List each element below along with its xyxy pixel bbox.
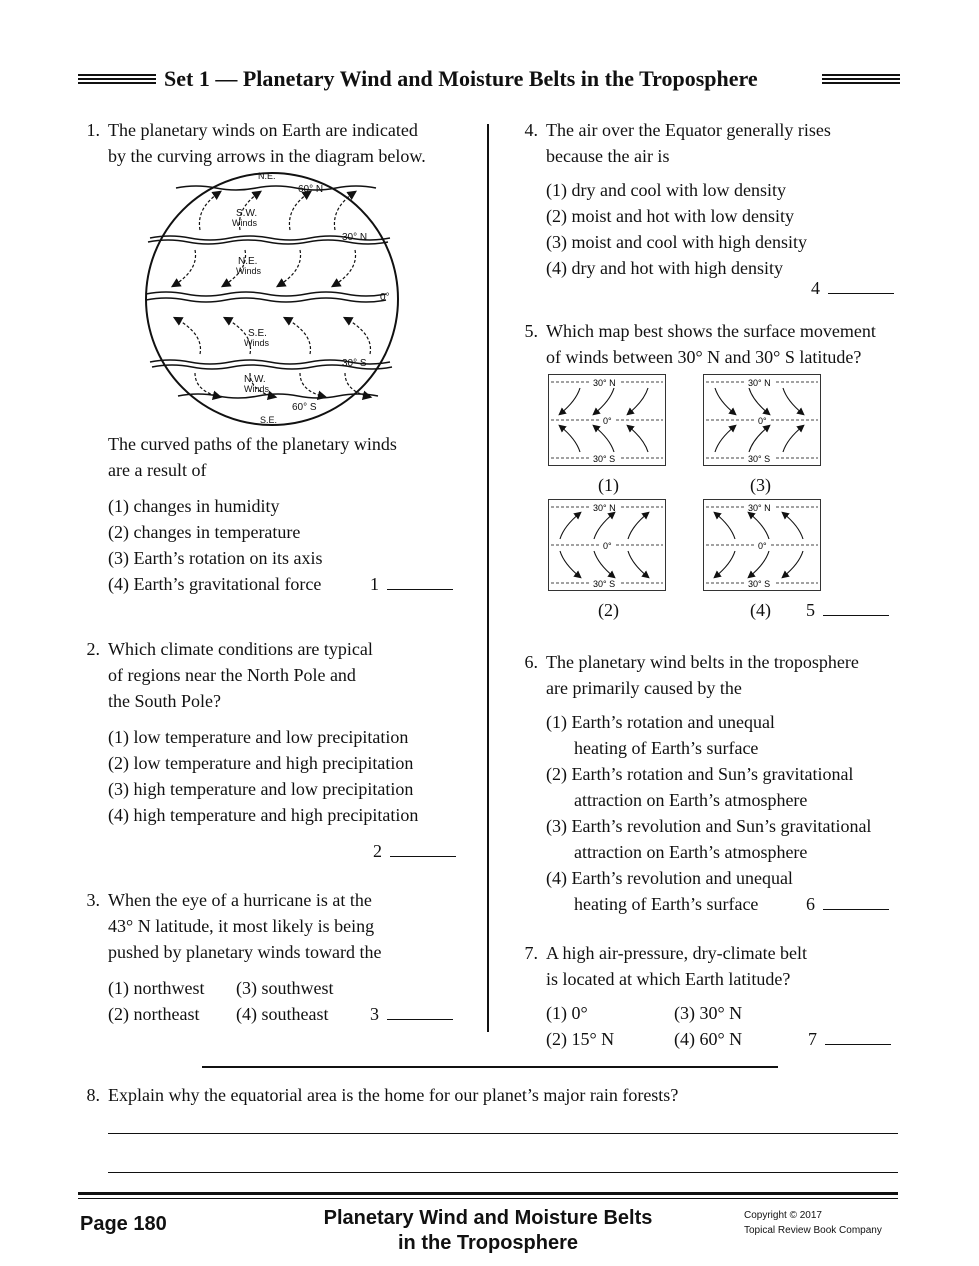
latitude-line-eq-b xyxy=(146,298,386,302)
question-text: The planetary wind belts in the troposphere xyxy=(546,652,859,672)
map-lat-label: 30° S xyxy=(593,579,616,589)
answer-choice: attraction on Earth’s atmosphere xyxy=(574,842,808,862)
question-number: 3. xyxy=(86,890,100,910)
wind-arrow xyxy=(199,192,220,230)
map-option-2 xyxy=(548,499,666,591)
answer-number: 4 xyxy=(811,278,820,298)
answer-writing-line-1[interactable] xyxy=(108,1133,898,1134)
answer-choice: (2) 15° N xyxy=(546,1029,615,1049)
answer-slot xyxy=(108,838,478,864)
header-rule-left xyxy=(78,74,156,86)
footer-title xyxy=(288,1206,688,1256)
wind-arrow xyxy=(289,192,310,230)
answer-writing-line-2[interactable] xyxy=(108,1172,898,1173)
answer-number: 3 xyxy=(370,1004,379,1024)
map-lat-label: 30° S xyxy=(748,579,771,589)
answer-blank[interactable] xyxy=(828,275,894,294)
answer-slot xyxy=(806,891,889,917)
question-text: A high air-pressure, dry-climate belt xyxy=(546,943,808,963)
latitude-line-60n xyxy=(176,186,376,190)
question-text: Explain why the equatorial area is the home for our planet’s major rain forests? xyxy=(108,1085,679,1105)
answer-slot xyxy=(370,1001,453,1027)
answer-number: 5 xyxy=(806,600,815,620)
answer-choice: (1) northwest xyxy=(108,978,205,998)
question-text: are primarily caused by the xyxy=(546,678,742,698)
wind-arrow xyxy=(173,250,196,286)
answer-number: 7 xyxy=(808,1029,817,1049)
map-lat-label: 30° N xyxy=(593,503,616,513)
question-text: is located at which Earth latitude? xyxy=(546,969,791,989)
map-option-1 xyxy=(548,374,666,466)
answer-blank[interactable] xyxy=(387,1001,453,1020)
answer-number: 6 xyxy=(806,894,815,914)
question-1-followup xyxy=(108,431,478,597)
wind-arrow xyxy=(345,318,370,354)
answer-blank[interactable] xyxy=(825,1026,891,1045)
question-number: 7. xyxy=(524,943,538,963)
map-lat-label: 30° N xyxy=(593,378,616,388)
answer-choice: (1) low temperature and low precipitation xyxy=(108,727,409,747)
page-number: Page 180 xyxy=(80,1213,167,1235)
map-option-4 xyxy=(703,499,821,591)
latitude-line-eq xyxy=(146,292,386,296)
map-lat-label: 30° S xyxy=(748,454,771,464)
question-number: 8. xyxy=(86,1085,100,1105)
wind-arrow xyxy=(285,318,310,354)
label-sw: S.W. xyxy=(236,208,258,219)
label-ne-top: N.E. xyxy=(258,171,276,181)
section-header xyxy=(78,66,898,98)
wind-arrow xyxy=(175,318,200,354)
map-lat-label: 0° xyxy=(758,416,767,426)
question-text: because the air is xyxy=(546,146,670,166)
map-option-3 xyxy=(703,374,821,466)
planetary-winds-globe-diagram xyxy=(140,168,405,430)
answer-number: 2 xyxy=(373,841,382,861)
wind-arrow xyxy=(278,250,301,286)
answer-choice: (2) changes in temperature xyxy=(108,522,301,542)
header-rule-right xyxy=(822,74,900,86)
answer-choice: (4) Earth’s gravitational force xyxy=(108,574,322,594)
wind-arrow xyxy=(333,250,356,286)
answer-choice: (3) moist and cool with high density xyxy=(546,232,807,252)
answer-choice: (3) Earth’s rotation on its axis xyxy=(108,548,323,568)
label-nw: N.W. xyxy=(244,374,266,385)
column-divider xyxy=(487,124,489,1032)
answer-choice: (1) 0° xyxy=(546,1003,588,1023)
map-lat-label: 0° xyxy=(603,541,612,551)
copyright-block xyxy=(744,1208,882,1238)
question-text: of winds between 30° N and 30° S latitude? xyxy=(546,347,862,367)
answer-choice: (4) southeast xyxy=(236,1004,329,1024)
label-ne-winds: Winds xyxy=(236,266,262,276)
answer-choice: (4) high temperature and high precipitation xyxy=(108,805,419,825)
label-se-winds: Winds xyxy=(244,338,270,348)
label-se: S.E. xyxy=(248,328,267,339)
question-text: the South Pole? xyxy=(108,691,221,711)
footer-title-line: Planetary Wind and Moisture Belts xyxy=(323,1207,653,1229)
company-name: Topical Review Book Company xyxy=(744,1225,882,1236)
label-se-bottom: S.E. xyxy=(260,415,278,425)
answer-blank[interactable] xyxy=(823,891,889,910)
answer-choice: (2) moist and hot with low density xyxy=(546,206,794,226)
answer-blank[interactable] xyxy=(823,597,889,616)
label-eq: 0° xyxy=(380,292,390,303)
question-text: by the curving arrows in the diagram below. xyxy=(108,146,426,166)
question-text: pushed by planetary winds toward the xyxy=(108,942,382,962)
answer-choice: attraction on Earth’s atmosphere xyxy=(574,790,808,810)
map-lat-label: 30° S xyxy=(593,454,616,464)
answer-number: 1 xyxy=(370,574,379,594)
wind-arrow xyxy=(225,318,250,354)
question-text: Which climate conditions are typical xyxy=(108,639,373,659)
answer-slot xyxy=(370,571,453,597)
question-text: The air over the Equator generally rises xyxy=(546,120,831,140)
label-60s: 60° S xyxy=(292,402,317,413)
footer-rule-thick xyxy=(78,1192,898,1195)
answer-choice: (1) Earth’s rotation and unequal xyxy=(546,712,775,732)
copyright-text: Copyright © 2017 xyxy=(744,1210,822,1221)
footer-title-line: in the Troposphere xyxy=(397,1232,579,1254)
footer-rule-thin xyxy=(78,1198,898,1199)
question-text: 43° N latitude, it most likely is being xyxy=(108,916,375,936)
answer-slot xyxy=(806,597,889,623)
answer-blank[interactable] xyxy=(387,571,453,590)
wind-arrow xyxy=(334,192,355,230)
answer-choice: (2) northeast xyxy=(108,1004,200,1024)
answer-choice: (3) 30° N xyxy=(674,1003,743,1023)
label-30s: 30° S xyxy=(342,358,367,369)
answer-choice: (4) Earth’s revolution and unequal xyxy=(546,868,793,888)
question-text: When the eye of a hurricane is at the xyxy=(108,890,372,910)
answer-slot xyxy=(808,1026,891,1052)
answer-choice: heating of Earth’s surface xyxy=(574,738,759,758)
answer-choice: (1) changes in humidity xyxy=(108,496,280,516)
map-caption: (4) xyxy=(750,600,771,620)
question-number: 5. xyxy=(524,321,538,341)
label-ne: N.E. xyxy=(238,256,258,267)
answer-choice: (4) 60° N xyxy=(674,1029,743,1049)
answer-choice: (2) Earth’s rotation and Sun’s gravitational xyxy=(546,764,854,784)
answer-choice: (3) high temperature and low precipitation xyxy=(108,779,414,799)
separator-line xyxy=(202,1066,778,1068)
label-30n: 30° N xyxy=(342,232,368,243)
latitude-line-60s xyxy=(178,394,378,398)
section-title: Set 1 — Planetary Wind and Moisture Belts in the Troposphere xyxy=(164,66,758,91)
question-text: of regions near the North Pole and xyxy=(108,665,356,685)
answer-choice: heating of Earth’s surface xyxy=(574,894,759,914)
label-sw-winds: Winds xyxy=(232,218,258,228)
answer-choice: (1) dry and cool with low density xyxy=(546,180,786,200)
answer-choice: (4) dry and hot with high density xyxy=(546,258,783,278)
question-number: 4. xyxy=(524,120,538,140)
label-nw-winds: Winds xyxy=(244,384,270,394)
label-60n: 60° N xyxy=(298,184,324,195)
answer-choice: (2) low temperature and high precipitation xyxy=(108,753,414,773)
map-caption: (2) xyxy=(598,600,619,620)
question-text: Which map best shows the surface movement xyxy=(546,321,876,341)
map-lat-label: 0° xyxy=(603,416,612,426)
question-number: 1. xyxy=(86,120,100,140)
question-number: 2. xyxy=(86,639,100,659)
map-caption: (3) xyxy=(750,475,771,495)
question-text: The planetary winds on Earth are indicated xyxy=(108,120,418,140)
map-lat-label: 30° N xyxy=(748,378,771,388)
question-number: 6. xyxy=(524,652,538,672)
map-lat-label: 0° xyxy=(758,541,767,551)
answer-blank[interactable] xyxy=(390,838,456,857)
question-text: The curved paths of the planetary winds xyxy=(108,434,397,454)
wind-arrow xyxy=(300,373,325,397)
map-lat-label: 30° N xyxy=(748,503,771,513)
answer-choice: (3) southwest xyxy=(236,978,334,998)
question-text: are a result of xyxy=(108,460,207,480)
answer-choice: (3) Earth’s revolution and Sun’s gravitational xyxy=(546,816,872,836)
map-caption: (1) xyxy=(598,475,619,495)
